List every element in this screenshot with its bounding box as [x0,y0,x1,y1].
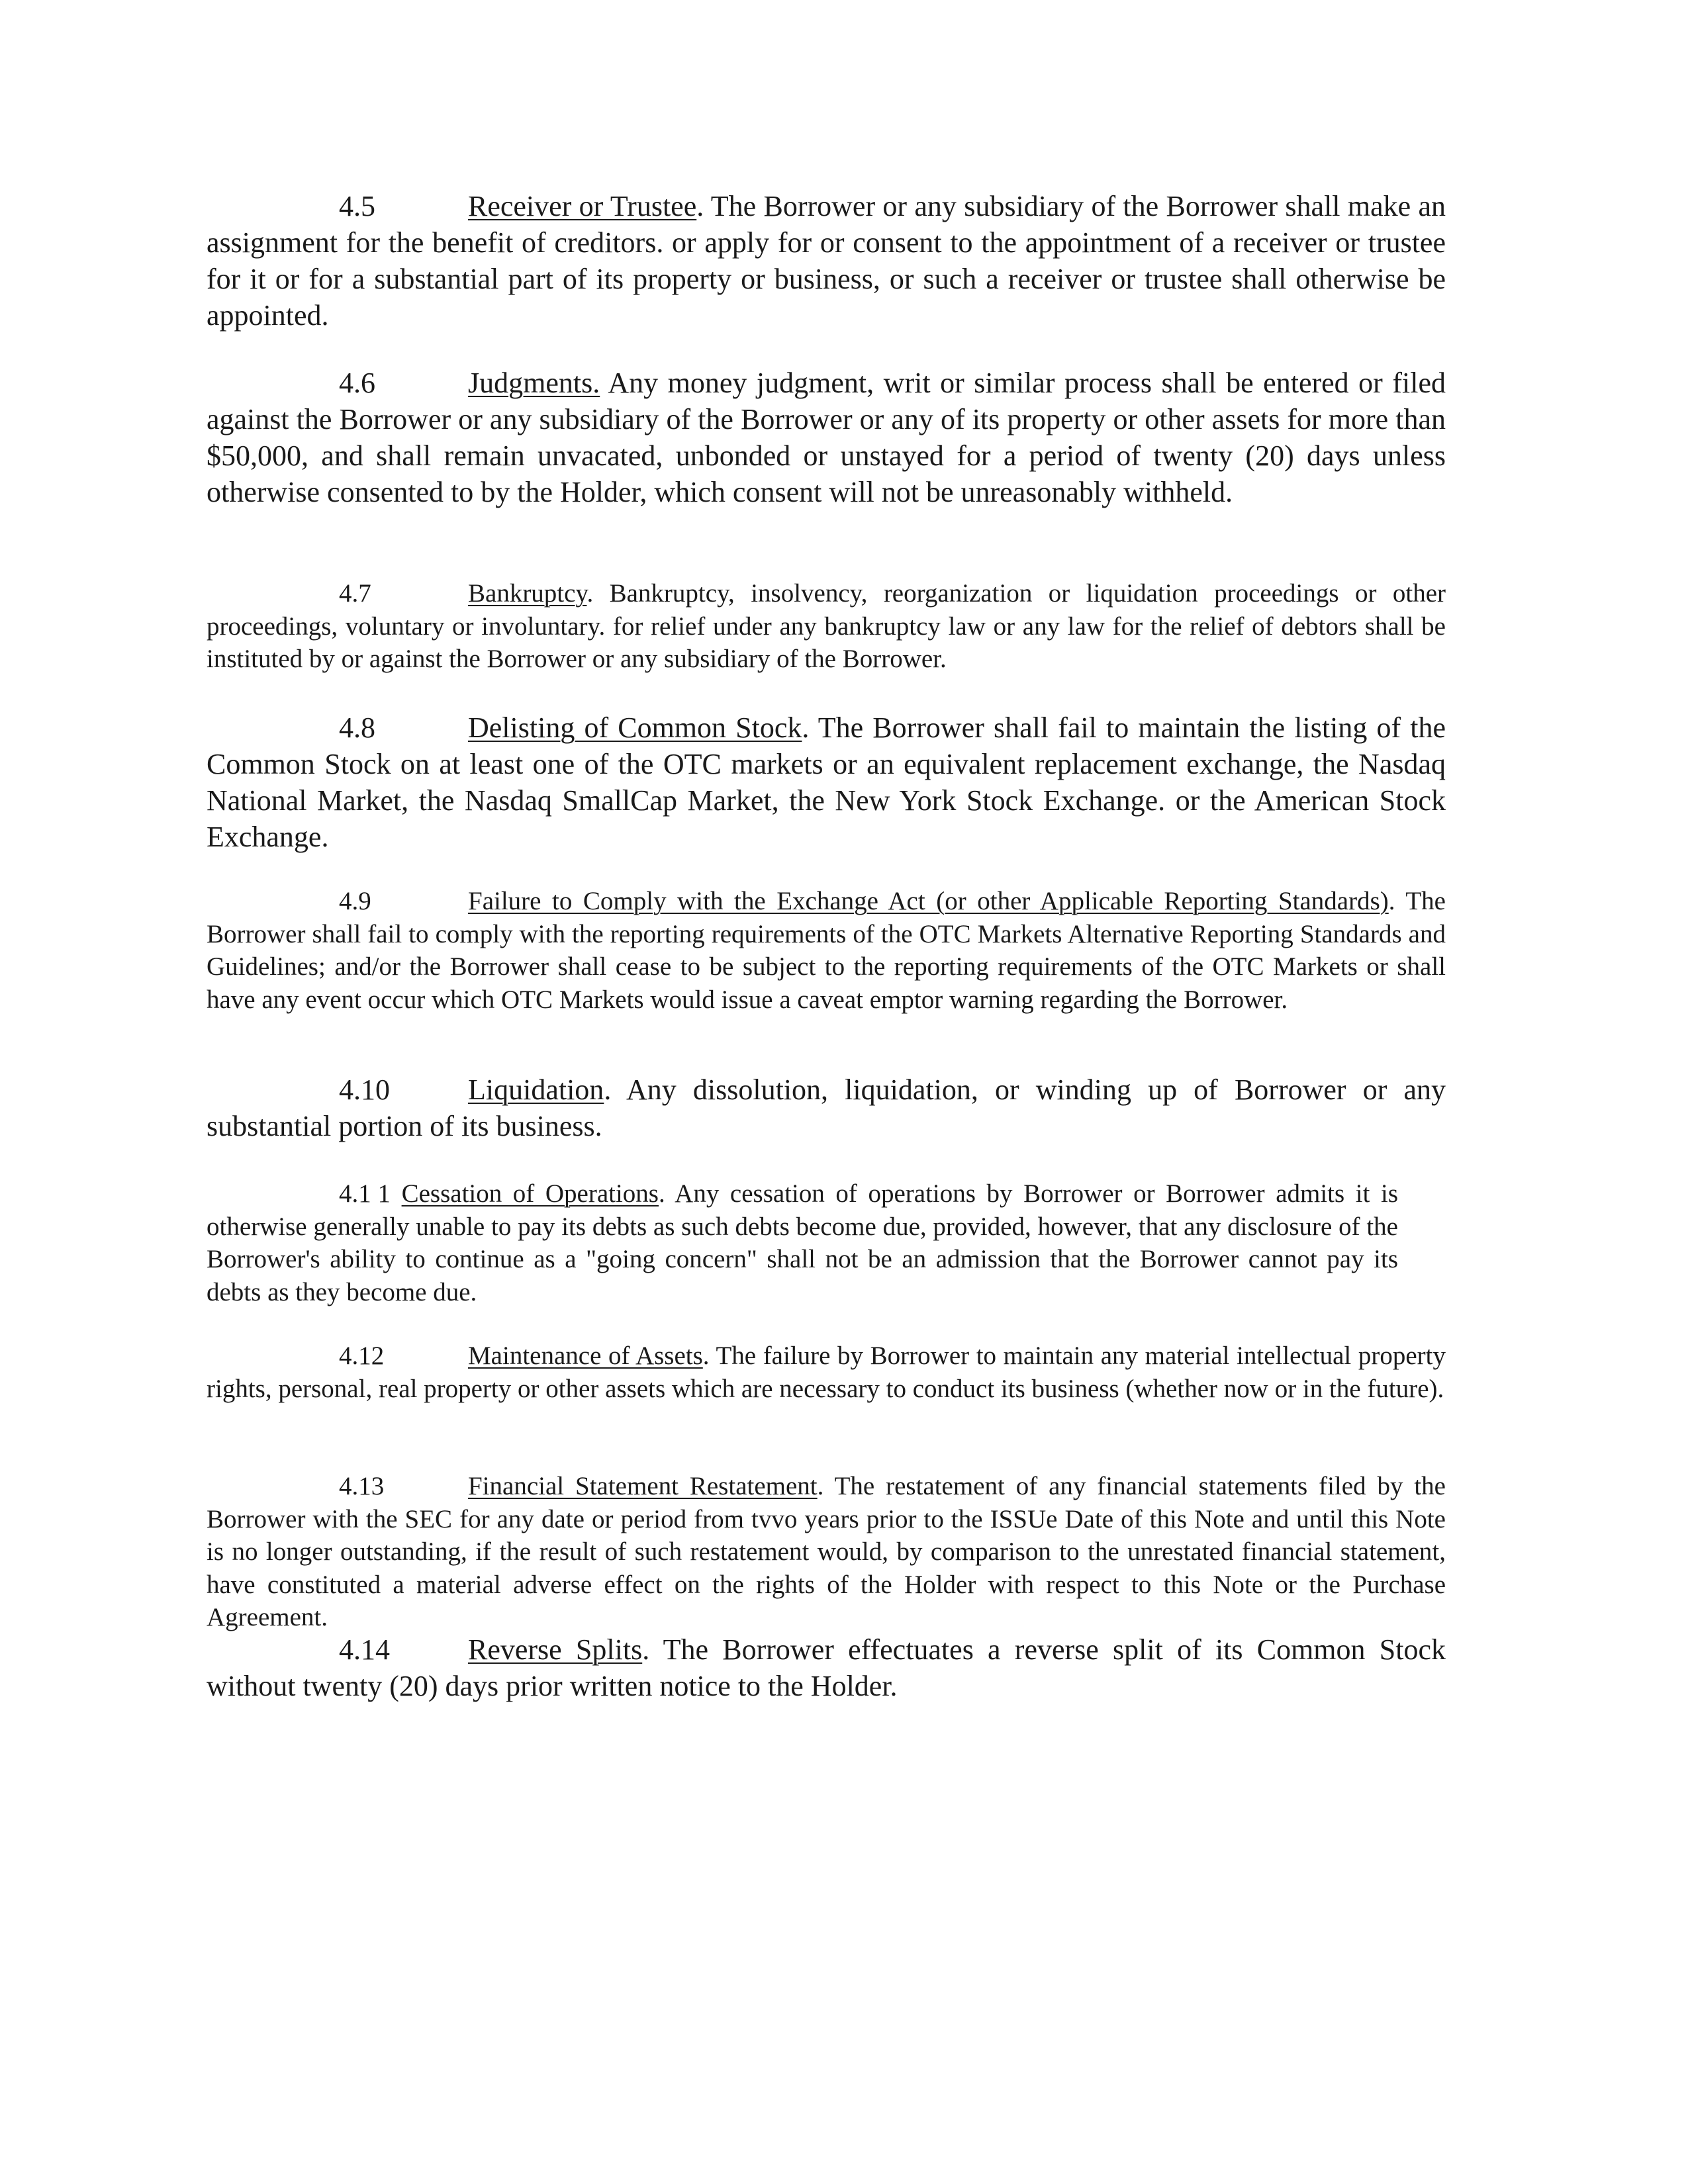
section-4-14 [207,1631,1446,1704]
section-heading: Maintenance of Assets [468,1342,703,1370]
section-number: 4.14 [339,1633,390,1666]
section-text: . Bankruptcy, insolvency, reorganization or liquidation proceedings or other proceedings, voluntary or involuntary. for relief under any bankruptcy law or any law for the relief of debtors shall be instituted by or against the Borrower or any subsidiary of the Borrower. [207,579,1446,673]
section-4-13 [207,1470,1446,1634]
section-4-8 [207,709,1446,855]
section-4-7 [207,577,1446,676]
section-4-10 [207,1071,1446,1144]
section-number: 4.7 [339,579,371,608]
section-number: 4.6 [339,367,375,399]
section-text: Any money judgment, writ or similar process shall be entered or filed against the Borrower or any subsidiary of the Borrower or any of its property or other assets for more than $50,000, and shall remain unvacated, unbonded or unstayed for a period of twenty (20) days unless otherwise consented to by the Holder, which consent will not be unreasonably withheld. [207,367,1446,508]
section-heading: Receiver or Trustee [468,190,697,222]
section-text: . Any cessation of operations by Borrower or Borrower admits it is otherwise generally unable to pay its debts as such debts become due, provided, however, that any disclosure of the Borrower's ability to continue as a "going concern" shall not be an admission that the Borrower cannot pay its debts as they become due. [207,1179,1399,1306]
section-number: 4.10 [339,1073,390,1106]
section-heading: Reverse Splits [468,1633,643,1666]
section-4-6 [207,365,1446,510]
section-4-12 [207,1340,1446,1405]
section-number: 4.12 [339,1342,385,1370]
section-text: . The failure by Borrower to maintain any material intellectual property rights, personal, real property or other assets which are necessary to conduct its business (whether now or in the future). [207,1342,1446,1403]
section-heading: Delisting of Common Stock [468,711,802,744]
section-text: . The Borrower shall fail to comply with the reporting requirements of the OTC Markets Alternative Reporting Standards and Guidelines; and/or the Borrower shall cease to be subject to the reporting requirements of the OTC Markets or shall have any event occur which OTC Markets would issue a caveat emptor warning regarding the Borrower. [207,887,1446,1014]
section-text: . The restatement of any financial statements filed by the Borrower with the SEC for any date or period from tvvo years prior to the ISSUe Date of this Note and until this Note is no longer outstanding, if the result of such restatement would, by comparison to the unrestated financial statement, have constituted a material adverse effect on the rights of the Holder with respect to this Note or the Purchase Agreement. [207,1472,1446,1631]
section-4-11 [207,1177,1398,1308]
section-number: 4.5 [339,190,375,222]
section-4-9 [207,885,1446,1016]
section-text: . The Borrower effectuates a reverse split of its Common Stock without twenty (20) days prior written notice to the Holder. [207,1633,1446,1702]
section-heading: Failure to Comply with the Exchange Act (or other Applicable Reporting Standards) [468,887,1389,915]
section-number: 4.13 [339,1472,385,1500]
section-heading: Judgments. [468,367,600,399]
section-heading: Liquidation [468,1073,604,1106]
section-number: 4.8 [339,711,375,744]
section-heading: Financial Statement Restatement [468,1472,818,1500]
section-heading: Bankruptcy [468,579,587,608]
section-4-5 [207,188,1446,334]
section-heading: Cessation of Operations [401,1179,659,1208]
section-number: 4.1 1 [339,1179,391,1208]
section-text: . Any dissolution, liquidation, or winding up of Borrower or any substantial portion of its business. [207,1073,1446,1142]
section-number: 4.9 [339,887,371,915]
section-text: . The Borrower or any subsidiary of the Borrower shall make an assignment for the benefit of creditors. or apply for or consent to the appointment of a receiver or trustee for it or for a substantial part of its property or business, or such a receiver or trustee shall otherwise be appointed. [207,190,1446,332]
section-text: . The Borrower shall fail to maintain the listing of the Common Stock on at least one of the OTC markets or an equivalent replacement exchange, the Nasdaq National Market, the Nasdaq SmallCap Market, the New York Stock Exchange. or the American Stock Exchange. [207,711,1446,853]
